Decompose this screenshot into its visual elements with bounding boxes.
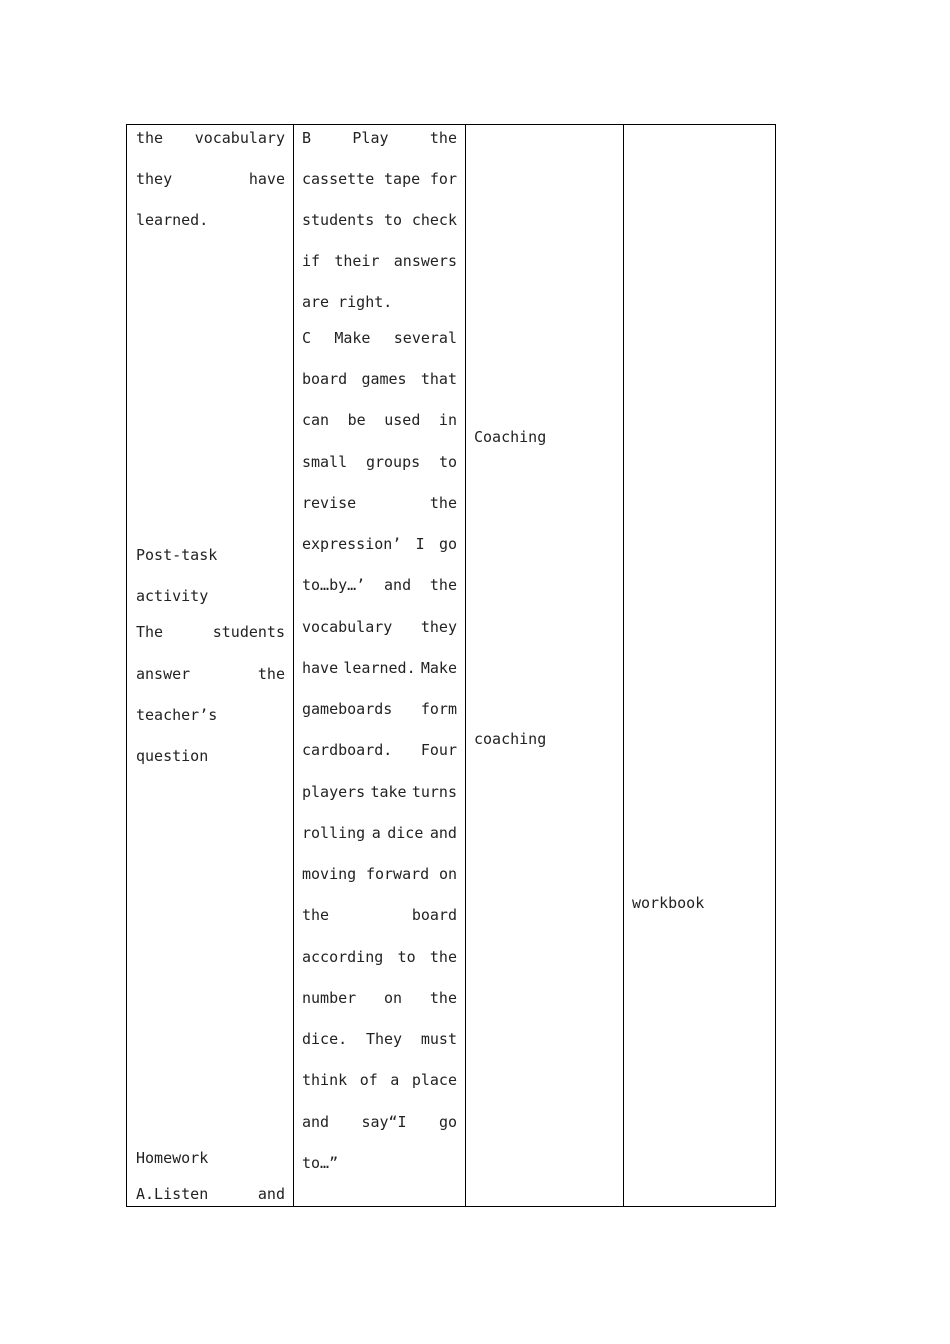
word: dice xyxy=(387,824,424,842)
word: they xyxy=(420,618,457,636)
word: a xyxy=(371,824,381,842)
word: the xyxy=(429,989,457,1007)
word: rolling xyxy=(302,824,366,842)
word: students xyxy=(302,211,375,229)
word: must xyxy=(420,1030,457,1048)
word: forward xyxy=(365,865,430,883)
word: be xyxy=(347,411,366,429)
word: the xyxy=(257,665,285,683)
word: and xyxy=(429,824,457,842)
text-line: learned. xyxy=(136,211,209,229)
word: expression’ xyxy=(302,535,402,553)
text-line xyxy=(302,948,457,966)
word: answers xyxy=(393,252,457,270)
word: vocabulary xyxy=(302,618,393,636)
word: a xyxy=(390,1071,400,1089)
word: that xyxy=(420,370,457,388)
word: according xyxy=(302,948,384,966)
word: and xyxy=(257,1185,285,1203)
text-line xyxy=(136,665,285,683)
text-line xyxy=(302,824,457,842)
text-line xyxy=(302,411,457,429)
word: their xyxy=(334,252,380,270)
word: Four xyxy=(420,741,457,759)
text-line xyxy=(302,535,457,553)
word: tape xyxy=(384,170,421,188)
text-line xyxy=(302,1113,457,1131)
column-divider xyxy=(293,125,294,1206)
text-line xyxy=(302,494,457,512)
word: say“I xyxy=(361,1113,407,1131)
word: the xyxy=(429,129,457,147)
word: the xyxy=(429,576,457,594)
word: The xyxy=(136,623,164,641)
section-heading: Homework xyxy=(136,1149,209,1167)
word: have xyxy=(302,659,339,677)
word: to xyxy=(438,453,457,471)
word: of xyxy=(359,1071,378,1089)
word: have xyxy=(248,170,285,188)
word: the xyxy=(302,906,330,924)
text-line xyxy=(136,1185,285,1203)
text-line: teacher’s xyxy=(136,706,218,724)
text-line xyxy=(302,700,457,718)
text-line xyxy=(136,170,285,188)
word: cassette xyxy=(302,170,375,188)
word: Make xyxy=(420,659,457,677)
text-line: question xyxy=(136,747,209,765)
word: used xyxy=(384,411,421,429)
word: can xyxy=(302,411,330,429)
word: number xyxy=(302,989,357,1007)
word: if xyxy=(302,252,321,270)
word: take xyxy=(370,783,407,801)
word: go xyxy=(438,1113,457,1131)
text-line: are right. xyxy=(302,293,393,311)
column-divider xyxy=(465,125,466,1206)
word: revise xyxy=(302,494,357,512)
word: to xyxy=(397,948,416,966)
text-line xyxy=(302,906,457,924)
text-line xyxy=(302,989,457,1007)
word: to xyxy=(384,211,403,229)
text-line xyxy=(302,129,457,147)
section-heading: activity xyxy=(136,587,209,605)
word: I xyxy=(415,535,425,553)
word: they xyxy=(136,170,173,188)
word: the xyxy=(429,948,457,966)
word: answer xyxy=(136,665,191,683)
word: and xyxy=(384,576,412,594)
text-line xyxy=(136,129,285,147)
word: think xyxy=(302,1071,348,1089)
word: A.Listen xyxy=(136,1185,209,1203)
word: the xyxy=(429,494,457,512)
word: players xyxy=(302,783,366,801)
word: several xyxy=(393,329,457,347)
purpose-text: coaching xyxy=(474,730,547,748)
text-line xyxy=(302,211,457,229)
word: in xyxy=(438,411,457,429)
word: gameboards xyxy=(302,700,393,718)
text-line xyxy=(302,370,457,388)
word: on xyxy=(438,865,457,883)
word: small xyxy=(302,453,348,471)
word: place xyxy=(411,1071,457,1089)
text-line xyxy=(302,618,457,636)
text-line xyxy=(302,659,457,677)
word: turns xyxy=(411,783,457,801)
word: moving xyxy=(302,865,357,883)
text-line xyxy=(136,623,285,641)
section-heading: Post-task xyxy=(136,546,218,564)
column-divider xyxy=(623,125,624,1206)
text-line: to…” xyxy=(302,1154,339,1172)
word: form xyxy=(420,700,457,718)
text-line xyxy=(302,1071,457,1089)
word: board xyxy=(411,906,457,924)
word: Play xyxy=(352,129,389,147)
word: check xyxy=(411,211,457,229)
word: on xyxy=(384,989,403,1007)
purpose-text: Coaching xyxy=(474,428,547,446)
word: Make xyxy=(334,329,371,347)
text-line xyxy=(302,1030,457,1048)
word: They xyxy=(365,1030,403,1048)
word: groups xyxy=(365,453,421,471)
word: to…by…’ xyxy=(302,576,366,594)
text-line xyxy=(302,170,457,188)
word: dice. xyxy=(302,1030,348,1048)
text-line xyxy=(302,252,457,270)
text-line xyxy=(302,865,457,883)
word: games xyxy=(361,370,407,388)
word: B xyxy=(302,129,312,147)
word: students xyxy=(212,623,285,641)
text-line xyxy=(302,783,457,801)
word: vocabulary xyxy=(194,129,285,147)
word: and xyxy=(302,1113,330,1131)
text-line xyxy=(302,329,457,347)
word: cardboard. xyxy=(302,741,393,759)
word: learned. xyxy=(343,659,416,677)
word: C xyxy=(302,329,312,347)
word: the xyxy=(136,129,164,147)
word: for xyxy=(429,170,457,188)
text-line xyxy=(302,576,457,594)
word: go xyxy=(438,535,457,553)
materials-text: workbook xyxy=(632,894,705,912)
text-line xyxy=(302,741,457,759)
word: board xyxy=(302,370,348,388)
text-line xyxy=(302,453,457,471)
